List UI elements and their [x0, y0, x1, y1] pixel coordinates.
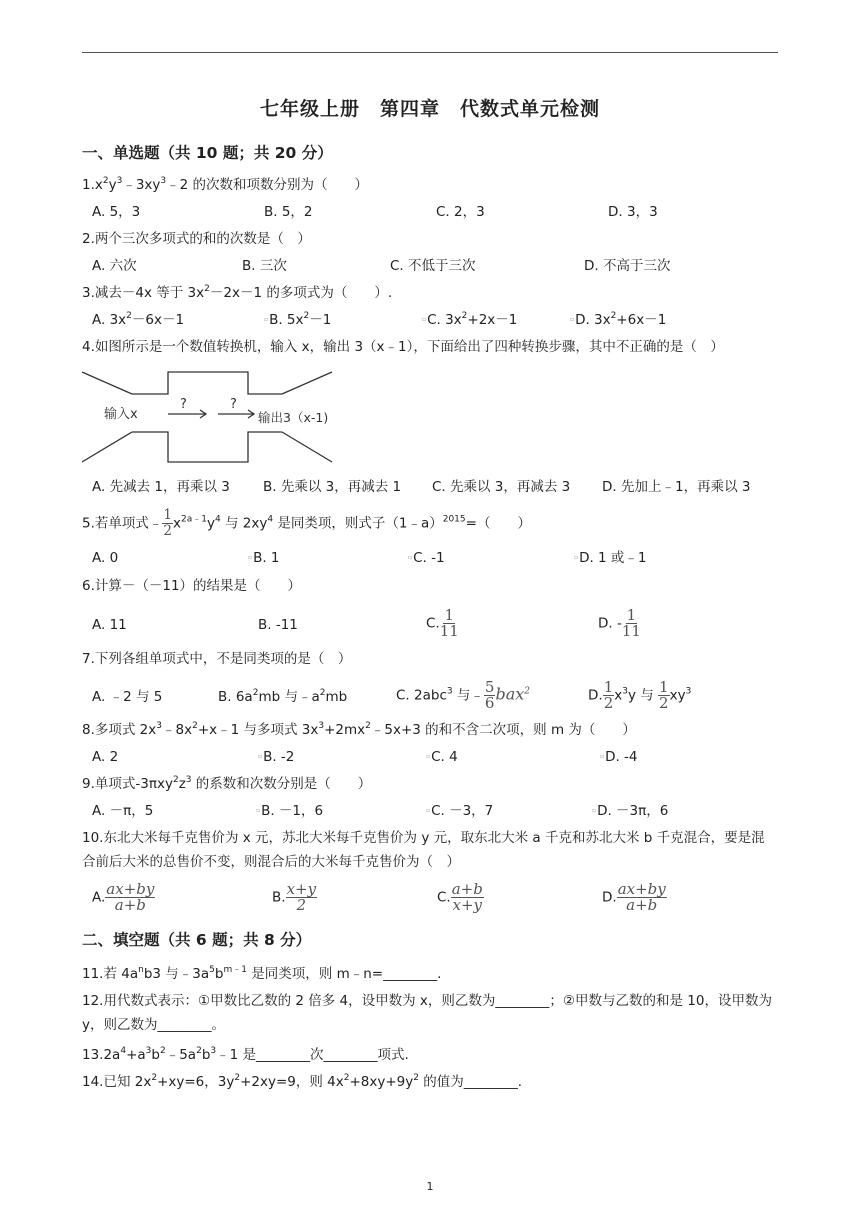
option-c[interactable]: C. $\frac{a+b}{x+y}$	[437, 880, 483, 914]
option-a[interactable]: A. 六次	[92, 258, 137, 274]
question-3-options	[92, 309, 778, 331]
figure-input-label: 输入x	[104, 407, 138, 422]
page-title: 七年级上册 第四章 代数式单元检测	[259, 98, 600, 120]
question-6-options	[92, 608, 778, 642]
option-a[interactable]: A. $3x^2-6x-1$	[92, 311, 185, 328]
bullet-icon: ▫	[592, 807, 597, 814]
question-7-options	[92, 680, 778, 714]
question-1: $1.x^2y^3﹣3xy^3﹣2$ 的次数和项数分别为（ ）	[82, 176, 369, 193]
fraction: $\frac{1}{2}$	[659, 678, 669, 712]
option-c[interactable]: ▫C. 4	[426, 749, 458, 765]
section-heading-fill: 二、填空题（共 6 题；共 8 分）	[82, 931, 312, 949]
option-d[interactable]: D. - $\frac{1}{11}$	[598, 606, 641, 640]
option-a[interactable]: A. 5，3	[92, 204, 141, 220]
question-10-options	[92, 882, 778, 920]
option-d[interactable]: D. $\frac{ax+by}{a+b}$	[602, 880, 666, 914]
bullet-icon: ▫	[248, 554, 253, 561]
option-c[interactable]: ▫C. $3x^2+2x-1$	[422, 311, 518, 328]
option-b[interactable]: ▫B. -2	[258, 749, 295, 765]
option-a[interactable]: A. 2	[92, 749, 119, 765]
header-rule	[82, 52, 778, 53]
bullet-icon: ▫	[570, 316, 575, 323]
bullet-icon: ▫	[264, 316, 269, 323]
option-b[interactable]: ▫B. －1，6	[256, 803, 324, 819]
question-5: 5.若单项式﹣ $\frac{1}{2}$ $x^{2a﹣1}y^4$ 与 $2xy^4$ 是同类项，则式子（1﹣a）$^{2015}$=（ ）	[82, 507, 531, 539]
option-a[interactable]: A. ﹣2 与 5	[92, 689, 163, 705]
option-c[interactable]: ▫C. －3，7	[426, 803, 494, 819]
option-a[interactable]: A. 先减去 1，再乘以 3	[92, 479, 230, 495]
question-1-options	[92, 201, 778, 223]
option-a[interactable]: A. 11	[92, 617, 127, 633]
option-b[interactable]: ▫B. 1	[248, 550, 280, 566]
question-8: 8.多项式 $2x^3﹣8x^2+x﹣1$ 与多项式 $3x^3+2mx^2﹣5x+3$ 的和不含二次项，则 m 为（ ）	[82, 721, 636, 738]
option-c[interactable]: C. 2，3	[436, 204, 485, 220]
option-c[interactable]: C. 2abc$^3$ 与﹣ $\frac{5}{6}$ bax$^2$	[396, 678, 530, 712]
question-11: 11.若 $4a^nb3$ 与$﹣3a^5b^{m﹣1}$ 是同类项，则 m﹣n=________.	[82, 965, 442, 982]
option-d[interactable]: D. 3，3	[608, 204, 658, 220]
option-c[interactable]: ▫C. -1	[408, 550, 445, 566]
option-c[interactable]: C. 不低于三次	[390, 258, 476, 274]
fraction: $\frac{1}{2}$	[603, 678, 614, 712]
bullet-icon: ▫	[574, 554, 579, 561]
question-5-options	[92, 547, 778, 569]
fraction: $\frac{a+b}{x+y}$	[451, 880, 483, 914]
question-4: 4.如图所示是一个数值转换机，输入 x，输出 3（x﹣1），下面给出了四种转换步骤，其中不正确的是（ ）	[82, 339, 724, 355]
option-b[interactable]: ▫B. $5x^2-1$	[264, 311, 332, 328]
option-b[interactable]: B. 5，2	[264, 204, 313, 220]
question-13: $13.2a^4+a^3b^2﹣5a^2b^3﹣1$ 是________次________项式.	[82, 1046, 409, 1063]
question-12: 12.用代数式表示：①甲数比乙数的 2 倍多 4，设甲数为 x，则乙数为________；②甲数与乙数的和是 10，设甲数为 y，则乙数为________。	[82, 993, 772, 1033]
fraction: $\frac{5}{6}$	[484, 678, 495, 712]
option-b[interactable]: B. 先乘以 3，再减去 1	[263, 479, 402, 495]
option-d[interactable]: ▫D. $3x^2+6x-1$	[570, 311, 667, 328]
question-8-options	[92, 746, 778, 768]
question-2: 2.两个三次多项式的和的次数是（ ）	[82, 231, 311, 247]
option-b[interactable]: B. 三次	[242, 258, 287, 274]
question-7: 7.下列各组单项式中，不是同类项的是（ ）	[82, 651, 352, 667]
bullet-icon: ▫	[426, 753, 431, 760]
option-d[interactable]: ▫D. －3π，6	[592, 803, 669, 819]
option-b[interactable]: B. -11	[258, 617, 298, 633]
page-number: 1	[426, 1180, 434, 1193]
question-9-options	[92, 800, 778, 822]
bullet-icon: ▫	[600, 753, 605, 760]
option-a[interactable]: A. 0	[92, 550, 119, 566]
option-d[interactable]: ▫D. -4	[600, 749, 638, 765]
fraction: $\frac{x+y}{2}$	[286, 880, 317, 914]
option-a[interactable]: A. $\frac{ax+by}{a+b}$	[92, 880, 155, 914]
bullet-icon: ▫	[426, 807, 431, 814]
option-b[interactable]: B. $\frac{x+y}{2}$	[272, 880, 317, 914]
bullet-icon: ▫	[408, 554, 413, 561]
question-3: 3.减去－4x 等于 $3x^2-2x-1$ 的多项式为（ ）.	[82, 284, 393, 301]
option-d[interactable]: D. 不高于三次	[584, 258, 671, 274]
option-d[interactable]: ▫D. 1 或﹣1	[574, 550, 647, 566]
option-b[interactable]: B. $6a^2mb$ 与$﹣a^2mb$	[218, 688, 348, 705]
figure-question-mark: ?	[180, 397, 187, 412]
question-10: 10.东北大米每千克售价为 x 元，苏北大米每千克售价为 y 元，取东北大米 a 千克和苏北大米 b 千克混合，要是混合前后大米的总售价不变，则混合后的大米每千克售价为（ ）	[82, 830, 765, 870]
option-d[interactable]: D. 先加上﹣1，再乘以 3	[602, 479, 751, 495]
bullet-icon: ▫	[422, 316, 427, 323]
option-d[interactable]: D. $\frac{1}{2}$ $x^3y$ 与 $\frac{1}{2}$ $xy^3$	[588, 678, 692, 712]
fraction: $\frac{1}{11}$	[621, 606, 641, 640]
section-heading-choice: 一、单选题（共 10 题；共 20 分）	[82, 144, 333, 162]
question-6: 6.计算－（－11）的结果是（ ）	[82, 578, 302, 594]
question-2-options	[92, 255, 778, 277]
fraction: $\frac{1}{2}$	[163, 507, 172, 539]
option-a[interactable]: A. －π，5	[92, 803, 154, 819]
option-c[interactable]: C. $\frac{1}{11}$	[426, 606, 459, 640]
conversion-machine-figure	[82, 366, 334, 466]
bullet-icon: ▫	[258, 753, 263, 760]
question-4-options	[92, 476, 778, 498]
fraction: $\frac{ax+by}{a+b}$	[106, 880, 155, 914]
fraction: $\frac{1}{11}$	[439, 606, 459, 640]
fraction: $\frac{ax+by}{a+b}$	[617, 880, 666, 914]
figure-question-mark: ?	[230, 397, 237, 412]
option-c[interactable]: C. 先乘以 3，再减去 3	[432, 479, 571, 495]
bullet-icon: ▫	[256, 807, 261, 814]
question-9: 9.单项式$-3\pi xy^2z^3$ 的系数和次数分别是（ ）	[82, 775, 372, 792]
figure-output-label: 输出3（x-1)	[258, 410, 329, 425]
question-14: 14.已知 $2x^2+xy=6$，$3y^2+2xy=9$，则 $4x^2+8xy+9y^2$ 的值为________.	[82, 1073, 523, 1090]
